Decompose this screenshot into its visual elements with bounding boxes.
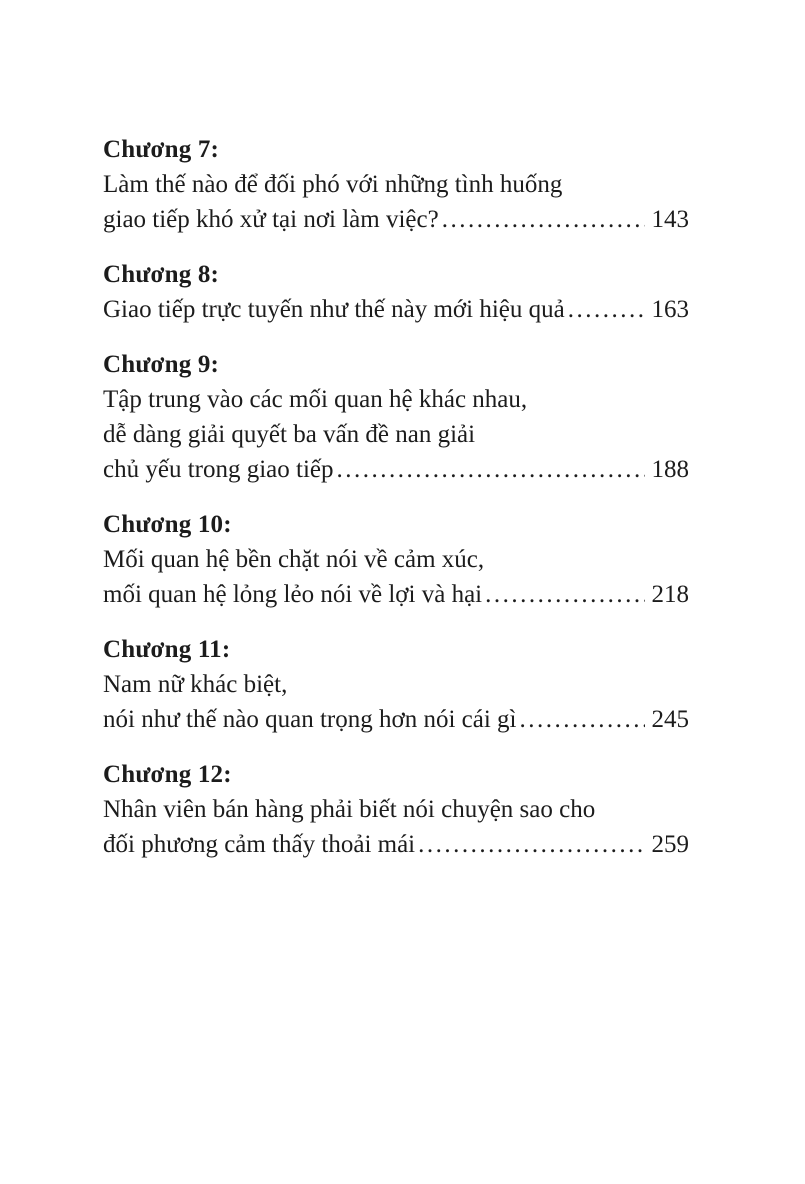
dot-leader	[442, 202, 645, 237]
toc-entry	[103, 757, 689, 862]
toc-entry	[103, 347, 689, 487]
page-number: 245	[651, 706, 689, 733]
chapter-title-line: Tập trung vào các mối quan hệ khác nhau,	[103, 386, 528, 413]
chapter-title-line	[103, 702, 689, 737]
chapter-title-text: giao tiếp khó xử tại nơi làm việc?	[103, 206, 439, 233]
toc-entry	[103, 132, 689, 237]
dot-leader	[520, 702, 645, 737]
chapter-title-line	[103, 292, 689, 327]
chapter-heading: Chương 10:	[103, 511, 232, 538]
chapter-title-line: Nam nữ khác biệt,	[103, 671, 288, 698]
chapter-title-line	[103, 452, 689, 487]
chapter-heading: Chương 8:	[103, 261, 220, 288]
chapter-heading: Chương 12:	[103, 761, 232, 788]
toc-entry	[103, 257, 689, 327]
chapter-title-text: nói như thế nào quan trọng hơn nói cái gì	[103, 706, 517, 733]
chapter-title-line	[103, 202, 689, 237]
page-number: 259	[651, 831, 689, 858]
chapter-title-text: mối quan hệ lỏng lẻo nói về lợi và hại	[103, 581, 483, 608]
chapter-title-text: đối phương cảm thấy thoải mái	[103, 831, 416, 858]
toc-entry	[103, 507, 689, 612]
chapter-heading: Chương 11:	[103, 636, 231, 663]
chapter-title-line	[103, 577, 689, 612]
chapter-title-line: dễ dàng giải quyết ba vấn đề nan giải	[103, 421, 476, 448]
page-number: 143	[651, 206, 689, 233]
chapter-heading: Chương 7:	[103, 136, 220, 163]
dot-leader	[418, 827, 644, 862]
chapter-heading: Chương 9:	[103, 351, 220, 378]
page-number: 163	[651, 296, 689, 323]
chapter-title-line: Mối quan hệ bền chặt nói về cảm xúc,	[103, 546, 485, 573]
dot-leader	[568, 292, 645, 327]
page-number: 218	[651, 581, 689, 608]
chapter-title-line: Nhân viên bán hàng phải biết nói chuyện sao cho	[103, 796, 596, 823]
table-of-contents	[103, 132, 689, 882]
chapter-title-line	[103, 827, 689, 862]
dot-leader	[337, 452, 645, 487]
chapter-title-line: Làm thế nào để đối phó với những tình huống	[103, 171, 563, 198]
toc-entry	[103, 632, 689, 737]
chapter-title-text: chủ yếu trong giao tiếp	[103, 456, 334, 483]
page-number: 188	[651, 456, 689, 483]
chapter-title-text: Giao tiếp trực tuyến như thế này mới hiệu quả	[103, 296, 565, 323]
dot-leader	[485, 577, 644, 612]
